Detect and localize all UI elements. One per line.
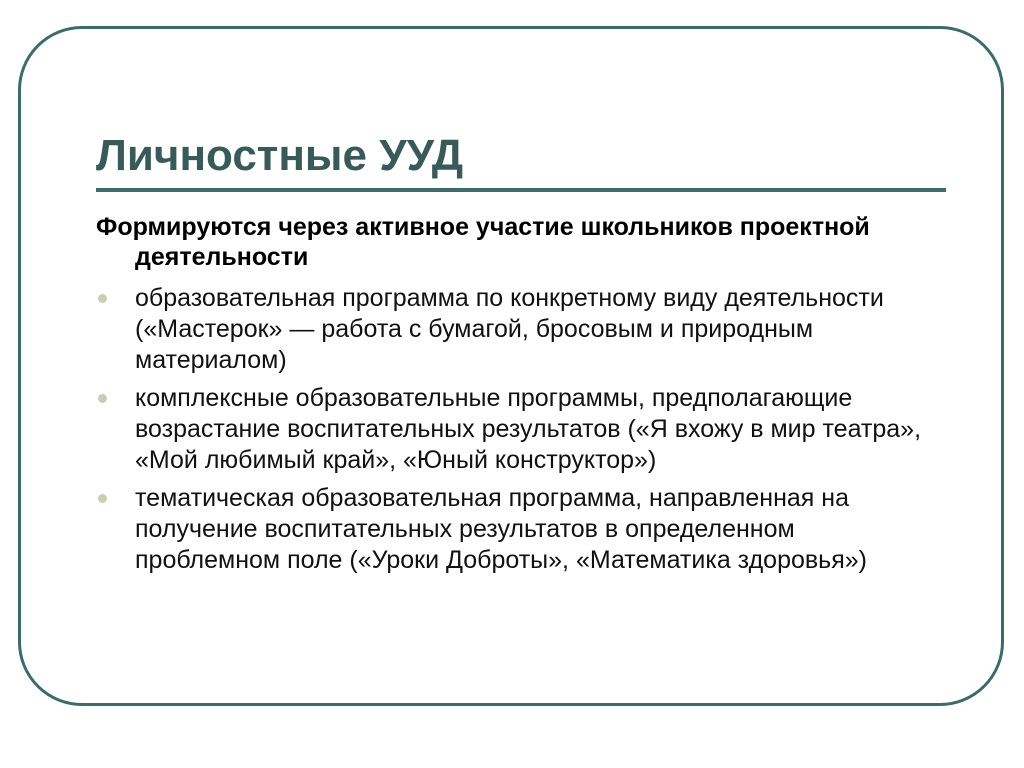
bullet-dot-icon	[98, 394, 107, 403]
bullet-dot-icon	[98, 294, 107, 303]
slide-title: Личностные УУД	[96, 131, 464, 180]
title-underline	[96, 188, 946, 192]
bullet-text: образовательная программа по конкретному виду деятельности («Мастерок» — работа с бумагой, бросовым и природным материалом)	[135, 284, 884, 374]
bullet-item	[96, 483, 936, 576]
bullet-text: комплексные образовательные программы, предполагающие возрастание воспитательных результатов («Я вхожу в мир театра», «Мой любимый край», «Юный конструктор»)	[135, 384, 922, 474]
bullet-item	[96, 283, 936, 376]
bullet-dot-icon	[98, 494, 107, 503]
bullet-list	[96, 283, 936, 583]
bullet-item	[96, 383, 936, 476]
lead-paragraph: Формируются через активное участие школьников проектной деятельности	[96, 213, 870, 271]
bullet-text: тематическая образовательная программа, направленная на получение воспитательных результатов в определенном проблемном поле («Уроки Доброты», «Математика здоровья»)	[135, 484, 867, 574]
